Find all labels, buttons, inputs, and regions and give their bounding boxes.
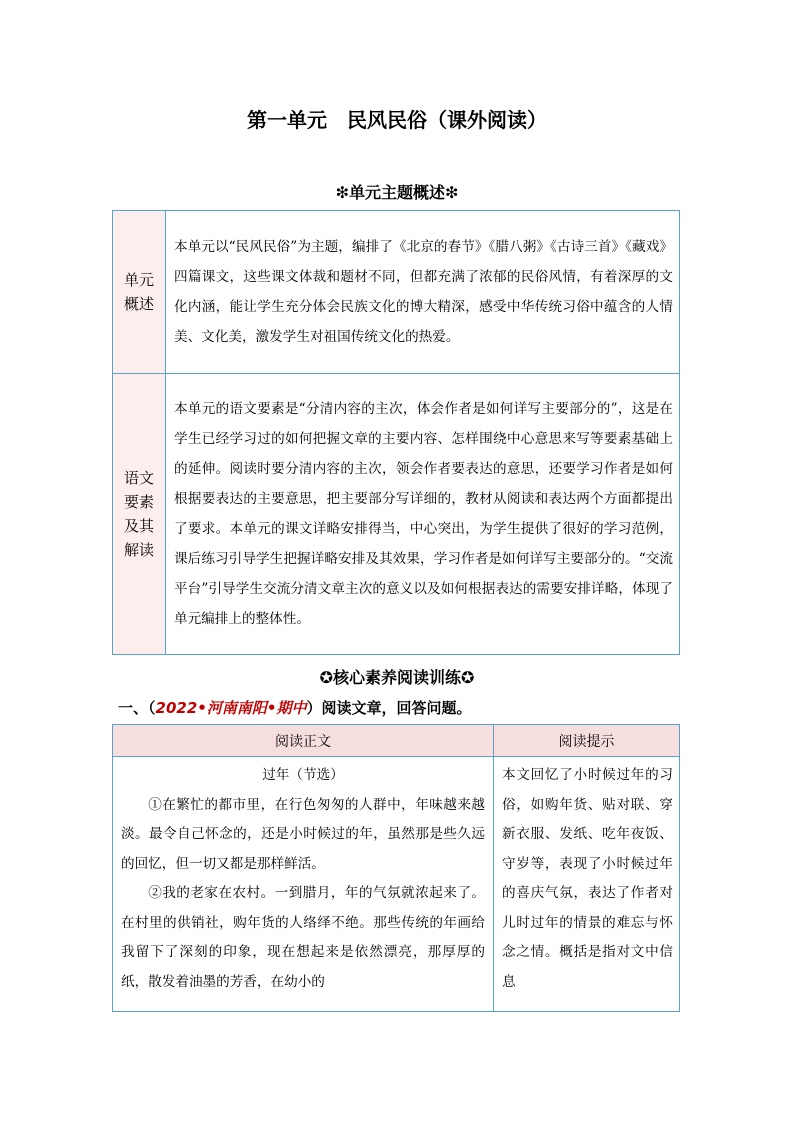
- overview-row: [113, 211, 680, 374]
- overview-row: [113, 374, 680, 655]
- overview-heading: ❇单元主题概述❇: [335, 183, 459, 202]
- passage-paragraph: ①在繁忙的都市里，在行色匆匆的人群中，年味越来越淡。最令自己怀念的，还是小时候过的年，虽然那是些久远的回忆，但一切又都是那样鲜活。: [121, 796, 485, 872]
- language-elements-text: 本单元的语文要素是“分清内容的主次，体会作者是如何详写主要部分的”，这是在学生已经学习过的如何把握文章的主要内容、怎样围绕中心意思来写等要素基础上的延伸。阅读时要分清内容的主次，领会作者要表达的意思，还要学习作者是如何根据要表达的主要意思，把主要部分写详细的，教材从阅读和表达两个方面都提出了要求。本单元的课文详略安排得当，中心突出，为学生提供了很好的学习范例，课后练习引导学生把握详略安排及其效果，学习作者是如何详写主要部分的。“交流平台”引导学生交流分清文章主次的意义以及如何根据表达的需要安排详略，体现了单元编排上的整体性。: [166, 374, 680, 655]
- question-source: 2022•河南南阳•期中: [155, 699, 307, 717]
- passage-paragraph: ②我的老家在农村。一到腊月，年的气氛就浓起来了。在村里的供销社，购年货的人络绎不绝。那些传统的年画给我留下了深刻的印象，现在想起来是依然漂亮，那厚厚的纸，散发着油墨的芳香，在幼小的: [121, 885, 485, 990]
- row-label-language-elements: [113, 374, 166, 655]
- reading-passage: [113, 757, 494, 1012]
- training-heading: ✪核心素养阅读训练✪: [319, 668, 475, 687]
- reading-table: [112, 724, 680, 1012]
- header-reading-hint: 阅读提示: [494, 725, 680, 757]
- question-prefix: 一、（: [118, 699, 156, 717]
- row-label-unit-overview: [113, 211, 166, 374]
- passage-title: 过年（节选）: [262, 767, 344, 783]
- reading-hint: 本文回忆了小时候过年的习俗，如购年货、贴对联、穿新衣服、发纸、吃年夜饭、守岁等，表现了小时候过年的喜庆气氛，表达了作者对儿时过年的情景的难忘与怀念之情。概括是指对文中信息: [494, 757, 680, 1012]
- header-reading-text: 阅读正文: [113, 725, 494, 757]
- question-instruction: [118, 697, 471, 718]
- question-suffix: ）阅读文章，回答问题。: [306, 699, 472, 717]
- row-label-text: 语文 要素 及其 解读: [123, 469, 154, 559]
- row-label-text: 单元 概述: [123, 271, 154, 313]
- page-title: 第一单元 民风民俗（课外阅读）: [247, 108, 547, 132]
- unit-overview-table: [112, 210, 680, 655]
- unit-overview-text: 本单元以“民风民俗”为主题，编排了《北京的春节》《腊八粥》《古诗三首》《藏戏》四篇课文，这些课文体裁和题材不同，但都充满了浓郁的民俗风情，有着深厚的文化内涵，能让学生充分体会民族文化的博大精深，感受中华传统习俗中蕴含的人情美、文化美，激发学生对祖国传统文化的热爱。: [166, 211, 680, 374]
